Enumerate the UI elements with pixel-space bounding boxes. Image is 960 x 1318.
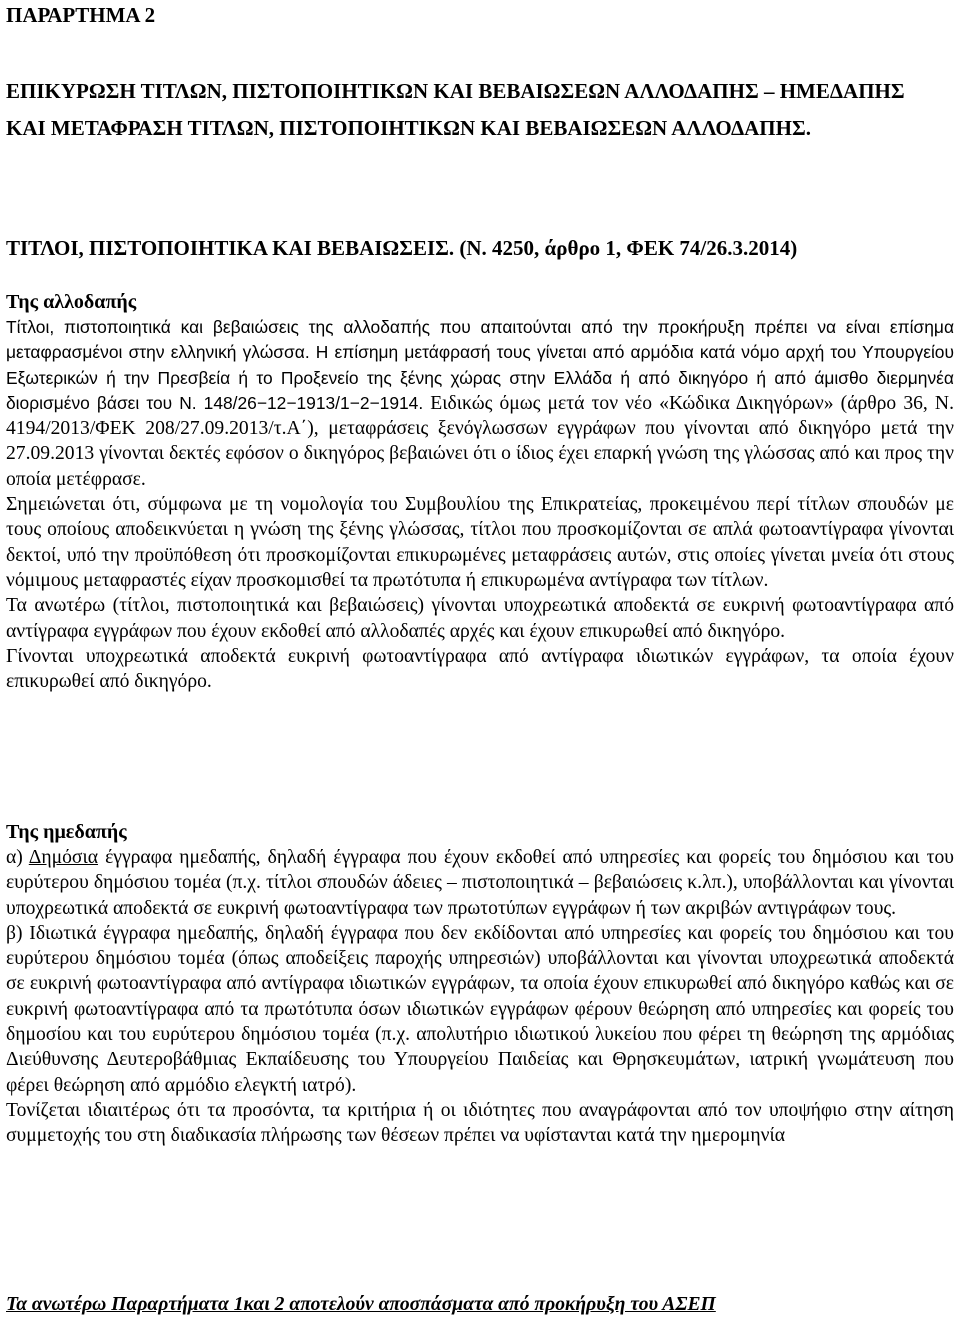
annex-title: ΠΑΡΑΡΤΗΜΑ 2 [6,3,156,27]
foreign-translation-text: Τίτλοι, πιστοποιητικά και βεβαιώσεις της αλλοδαπής που απαιτούνται από την προκήρυξη πρέπει να είναι επίσημα μεταφρασμένοι στην ελληνική γλώσσα. Η επίσημη μετάφρασή τους γίνεται από αρμόδια κατά νόμο αρχή του Υπουργείου Εξωτερικών ή την Πρεσβεία ή το Προξενείο της ξένης χώρας στην Ελλάδα ή από δικηγόρο ή από άμισθο διερμηνέα διορισμένο βάσει του Ν. 148/26−12−1913/1−2−1914. [6,317,954,413]
main-title: ΕΠΙΚΥΡΩΣΗ ΤΙΤΛΩΝ, ΠΙΣΤΟΠΟΙΗΤΙΚΩΝ ΚΑΙ ΒΕΒΑΙΩΣΕΩΝ ΑΛΛΟΔΑΠΗΣ – ΗΜΕΔΑΠΗΣ ΚΑΙ ΜΕΤΑΦΡΑΣΗ ΤΙΤΛΩΝ, ΠΙΣΤΟΠΟΙΗΤΙΚΩΝ ΚΑΙ ΒΕΒΑΙΩΣΕΩΝ ΑΛΛΟΔΑΠΗΣ. [6,79,905,140]
item-a-prefix: α) [6,847,29,868]
foreign-paragraph-private: Γίνονται υποχρεωτικά αποδεκτά ευκρινή φωτοαντίγραφα από αντίγραφα ιδιωτικών εγγράφων, τα οποία έχουν επικυρωθεί από δικηγόρο. [6,645,954,693]
foreign-section [6,289,954,694]
domestic-closing: Τονίζεται ιδιαιτέρως ότι τα προσόντα, τα κριτήρια ή οι ιδιότητες που αναγράφονται από τον υποψήφιο στην αίτηση συμμετοχής του στη διαδικασία πλήρωσης των θέσεων πρέπει να υφίστανται κατά την ημερομηνία [6,1099,954,1147]
foreign-paragraph-copies: Τα ανωτέρω (τίτλοι, πιστοποιητικά και βεβαιώσεις) γίνονται υποχρεωτικά αποδεκτά σε ευκρινή φωτοαντίγραφα από αντίγραφα εγγράφων που έχουν εκδοθεί από αλλοδαπές αρχές και έχουν επικυρωθεί από δικηγόρο. [6,595,954,642]
foreign-heading: Της αλλοδαπής [6,291,137,313]
item-a-text: έγγραφα ημεδαπής, δηλαδή έγγραφα που έχουν εκδοθεί από υπηρεσίες και φορείς του δημόσιου και του ευρύτερου δημόσιου τομέα (π.χ. τίτλοι σπουδών άδειες – πιστοποιητικά – βεβαιώσεις κ.λπ.), υποβάλλονται και γίνονται υποχρεωτικά αποδεκτά σε ευκρινή φωτοαντίγραφα των πρωτοτύπων εγγράφων ή των ακριβών αντιγράφων τους. [6,847,954,919]
domestic-item-b: β) Ιδιωτικά έγγραφα ημεδαπής, δηλαδή έγγραφα που δεν εκδίδονται από υπηρεσίες και φορείς του δημόσιου και του ευρύτερου δημόσιου τομέα (όπως αποδείξεις παροχής υπηρεσιών) υποβάλλονται και γίνονται υποχρεωτικά αποδεκτά σε ευκρινή φωτοαντίγραφα από αντίγραφα ιδιωτικών εγγράφων, τα οποία έχουν επικυρωθεί από δικηγόρο καθώς και σε ευκρινή φωτοαντίγραφα από τα πρωτότυπα όσων ιδιωτικών εγγράφων φέρουν θεώρηση από υπηρεσίες και φορείς του δημοσίου και του ευρύτερου δημόσιου τομέα (π.χ. απολυτήριο ιδιωτικού λυκείου που φέρει τη θεώρηση της αρμόδιας Διεύθυνσης Δευτεροβάθμιας Εκπαίδευσης του Υπουργείου Παιδείας και Θρησκευμάτων, ιατρική γνωμάτευση που φέρει θεώρηση από αρμόδιο ελεγκτή ιατρό). [6,922,954,1096]
law-reference-line: ΤΙΤΛΟΙ, ΠΙΣΤΟΠΟΙΗΤΙΚΑ ΚΑΙ ΒΕΒΑΙΩΣΕΙΣ. (Ν. 4250, άρθρο 1, ΦΕΚ 74/26.3.2014) [6,236,798,260]
foreign-paragraph-case-law: Σημειώνεται ότι, σύμφωνα με τη νομολογία του Συμβουλίου της Επικρατείας, προκειμένου περί τίτλων σπουδών με τους οποίους αποδεικνύεται η γνώση της ξένης γλώσσας, τίτλοι που προσκομίζονται σε απλά φωτοαντίγραφα γίνονται δεκτοί, υπό την προϋπόθεση ότι προσκομίζονται επικυρωμένες μεταφράσεις αυτών, στις οποίες γίνεται μνεία ότι στους νόμιμους μεταφραστές είχαν προσκομισθεί τα πρωτότυπα ή επικυρωμένα αντίγραφα των τίτλων. [6,494,954,591]
domestic-item-a [6,845,954,921]
foreign-paragraph-translation [6,315,954,492]
item-a-underlined: Δημόσια [28,847,99,868]
domestic-section [6,819,954,1149]
footer-note: Τα ανωτέρω Παραρτήματα 1και 2 αποτελούν αποσπάσματα από προκήρυξη του ΑΣΕΠ [6,1294,716,1315]
domestic-heading: Της ημεδαπής [6,821,127,843]
lawyers-code-text: Ειδικώς όμως μετά τον νέο «Κώδικα Δικηγόρων» (άρθρο 36, Ν. 4194/2013/ΦΕΚ 208/27.09.2013/τ.Α΄), μεταφράσεις ξενόγλωσσων εγγράφων που γίνονται από δικηγόρο μετά την 27.09.2013 γίνονται δεκτές εφόσον ο δικηγόρος βεβαιώνει ότι ο ίδιος έχει επαρκή γνώση της γλώσσας από και προς την οποία μετέφρασε. [6,392,954,490]
